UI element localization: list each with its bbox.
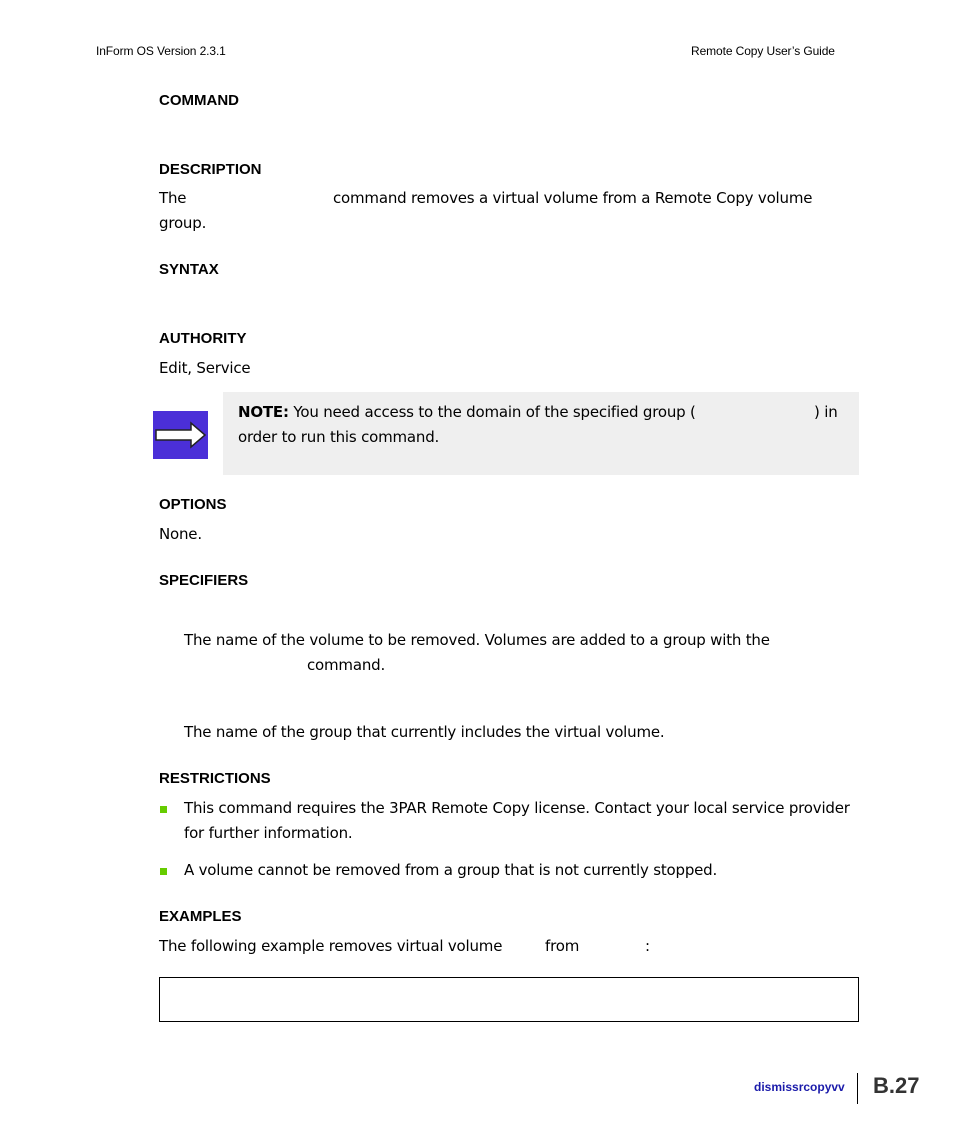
restriction-1-line1: This command requires the 3PAR Remote Copy license. Contact your local service provider	[184, 799, 850, 817]
section-specifiers-heading: SPECIFIERS	[159, 572, 249, 589]
section-authority-heading: AUTHORITY	[159, 330, 247, 347]
running-header-left: InForm OS Version 2.3.1	[96, 44, 226, 58]
section-command-heading: COMMAND	[159, 92, 239, 109]
restriction-2-line1: A volume cannot be removed from a group that is not currently stopped.	[184, 861, 718, 879]
bullet-icon	[160, 868, 167, 875]
bullet-icon	[160, 806, 167, 813]
description-line1-end: command removes a virtual volume from a Remote Copy volume	[333, 189, 813, 207]
examples-intro-mid: from	[545, 937, 580, 955]
specifier-1-line2: command.	[307, 656, 386, 674]
options-text: None.	[159, 525, 202, 543]
footer-divider	[857, 1073, 858, 1104]
section-options-heading: OPTIONS	[159, 496, 227, 513]
specifier-1-line1: The name of the volume to be removed. Volumes are added to a group with the	[184, 631, 770, 649]
page-number: B.27	[873, 1073, 920, 1098]
restriction-1-line2: for further information.	[184, 824, 353, 842]
specifier-2: The name of the group that currently includes the virtual volume.	[184, 723, 665, 741]
note-line1-end: ) in	[814, 403, 838, 421]
examples-intro-end: :	[645, 937, 650, 955]
right-arrow-icon	[153, 411, 208, 459]
authority-text: Edit, Service	[159, 359, 251, 377]
note-label: NOTE:	[238, 403, 289, 421]
section-syntax-heading: SYNTAX	[159, 261, 219, 278]
examples-intro-start: The following example removes virtual volume	[159, 937, 503, 955]
section-restrictions-heading: RESTRICTIONS	[159, 770, 271, 787]
running-header-right: Remote Copy User’s Guide	[691, 44, 835, 58]
description-line1-start: The	[159, 189, 187, 207]
description-line2: group.	[159, 214, 207, 232]
example-code-box	[159, 977, 859, 1022]
note-line1	[238, 400, 696, 425]
footer-command-name: dismissrcopyvv	[754, 1080, 845, 1094]
section-description-heading: DESCRIPTION	[159, 161, 262, 178]
section-examples-heading: EXAMPLES	[159, 908, 242, 925]
note-line2: order to run this command.	[238, 428, 440, 446]
note-line1-start: You need access to the domain of the specified group (	[293, 403, 696, 421]
